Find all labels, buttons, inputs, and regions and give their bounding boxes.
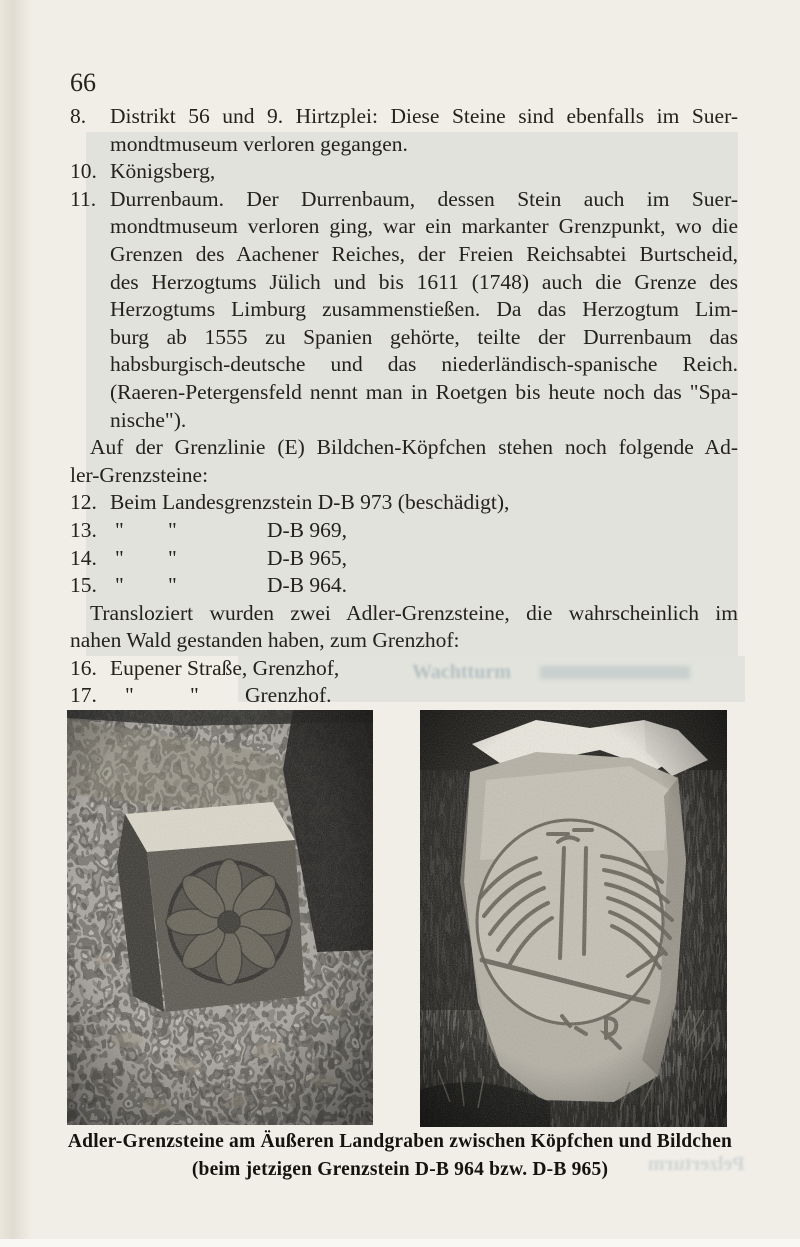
page-bottom-edge bbox=[0, 1239, 800, 1247]
text-line: Distrikt 56 und 9. Hirtzplei: Diese Steine sind ebenfalls im Suer- bbox=[110, 104, 738, 128]
ditto-mark: " bbox=[115, 517, 124, 542]
ditto-mark: " bbox=[168, 517, 177, 542]
list-item-11 bbox=[70, 186, 738, 434]
list-item-13 bbox=[70, 517, 738, 545]
item-number: 13. bbox=[70, 517, 97, 542]
bleedthrough-ghost-text: Wachtturm bbox=[412, 661, 511, 683]
ditto-mark: " bbox=[190, 683, 199, 708]
caption-line: (beim jetzigen Grenzstein D-B 964 bzw. D-B 965) bbox=[191, 1159, 609, 1180]
stone-id: D-B 969, bbox=[267, 517, 348, 542]
list-item-12 bbox=[70, 489, 738, 517]
photo-left-grenzstein bbox=[67, 710, 373, 1125]
ditto-mark: " bbox=[115, 545, 124, 570]
caption-line: Adler-Grenzsteine am Äußeren Landgraben zwischen Köpfchen und Bildchen bbox=[67, 1131, 733, 1152]
list-item-14 bbox=[70, 545, 738, 573]
item-number: 10. bbox=[70, 159, 97, 184]
text-line: mondtmuseum verloren gegangen. bbox=[110, 131, 408, 156]
list-item-10 bbox=[70, 158, 738, 186]
text-line: Grenzen des Aachener Reiches, der Freien Reichsabtei Burtscheid, bbox=[110, 241, 738, 266]
list-item-8 bbox=[70, 103, 738, 158]
stone-id: D-B 965, bbox=[267, 545, 348, 570]
paragraph-grenzlinie bbox=[70, 434, 738, 489]
text-line: des Herzogtums Jülich und bis 1611 (1748) auch die Grenze des bbox=[110, 269, 738, 294]
text-line: Herzogtums Limburg zusammenstießen. Da das Herzogtum Lim- bbox=[110, 297, 738, 322]
page-number: 66 bbox=[70, 68, 96, 97]
ditto-mark: " bbox=[115, 573, 124, 598]
list-item-17 bbox=[70, 682, 738, 710]
ditto-mark: " bbox=[168, 573, 177, 598]
ditto-mark: " bbox=[125, 683, 134, 708]
text-line: nische"). bbox=[110, 407, 187, 432]
place-name: Grenzhof. bbox=[245, 683, 332, 708]
text-line: mondtmuseum verloren ging, war ein markanter Grenzpunkt, wo die bbox=[110, 214, 738, 239]
page-left-edge-shadow bbox=[0, 0, 32, 1247]
text-line: nahen Wald gestanden haben, zum Grenzhof: bbox=[70, 628, 460, 653]
text-line: Auf der Grenzlinie (E) Bildchen-Köpfchen stehen noch folgende Ad- bbox=[90, 435, 738, 460]
text-line: (Raeren-Petergensfeld nennt man in Roetgen bis heute noch das "Spa- bbox=[110, 379, 738, 404]
text-column bbox=[70, 103, 738, 710]
text-line: Transloziert wurden zwei Adler-Grenzsteine, die wahrscheinlich im bbox=[90, 600, 738, 625]
item-number: 15. bbox=[70, 573, 97, 598]
text-line: burg ab 1555 zu Spanien gehörte, teilte der Durrenbaum das bbox=[110, 324, 738, 349]
item-number: 11. bbox=[70, 186, 97, 211]
ditto-mark: " bbox=[168, 545, 177, 570]
text-line: Eupener Straße, Grenzhof, bbox=[110, 655, 340, 680]
text-line: Beim Landesgrenzstein D-B 973 (beschädigt), bbox=[110, 490, 510, 515]
paragraph-transloziert bbox=[70, 600, 738, 655]
item-number: 17. bbox=[70, 683, 97, 708]
list-item-16 bbox=[70, 655, 738, 683]
item-number: 14. bbox=[70, 545, 97, 570]
bleedthrough-ghost-text-mirrored: Pelzerturm bbox=[648, 1153, 745, 1175]
text-line: ler-Grenzsteine: bbox=[70, 462, 209, 487]
item-number: 12. bbox=[70, 490, 97, 515]
text-line: Königsberg, bbox=[110, 159, 216, 184]
photo-right-grenzstein bbox=[420, 710, 727, 1127]
list-item-15 bbox=[70, 572, 738, 600]
item-number: 16. bbox=[70, 655, 97, 680]
item-number: 8. bbox=[70, 104, 87, 128]
stone-id: D-B 964. bbox=[267, 573, 348, 598]
text-line: Durrenbaum. Der Durrenbaum, dessen Stein auch im Suer- bbox=[110, 186, 738, 211]
photo-caption bbox=[0, 1128, 800, 1184]
text-line: habsburgisch-deutsche und das niederländisch-spanische Reich. bbox=[110, 352, 738, 377]
